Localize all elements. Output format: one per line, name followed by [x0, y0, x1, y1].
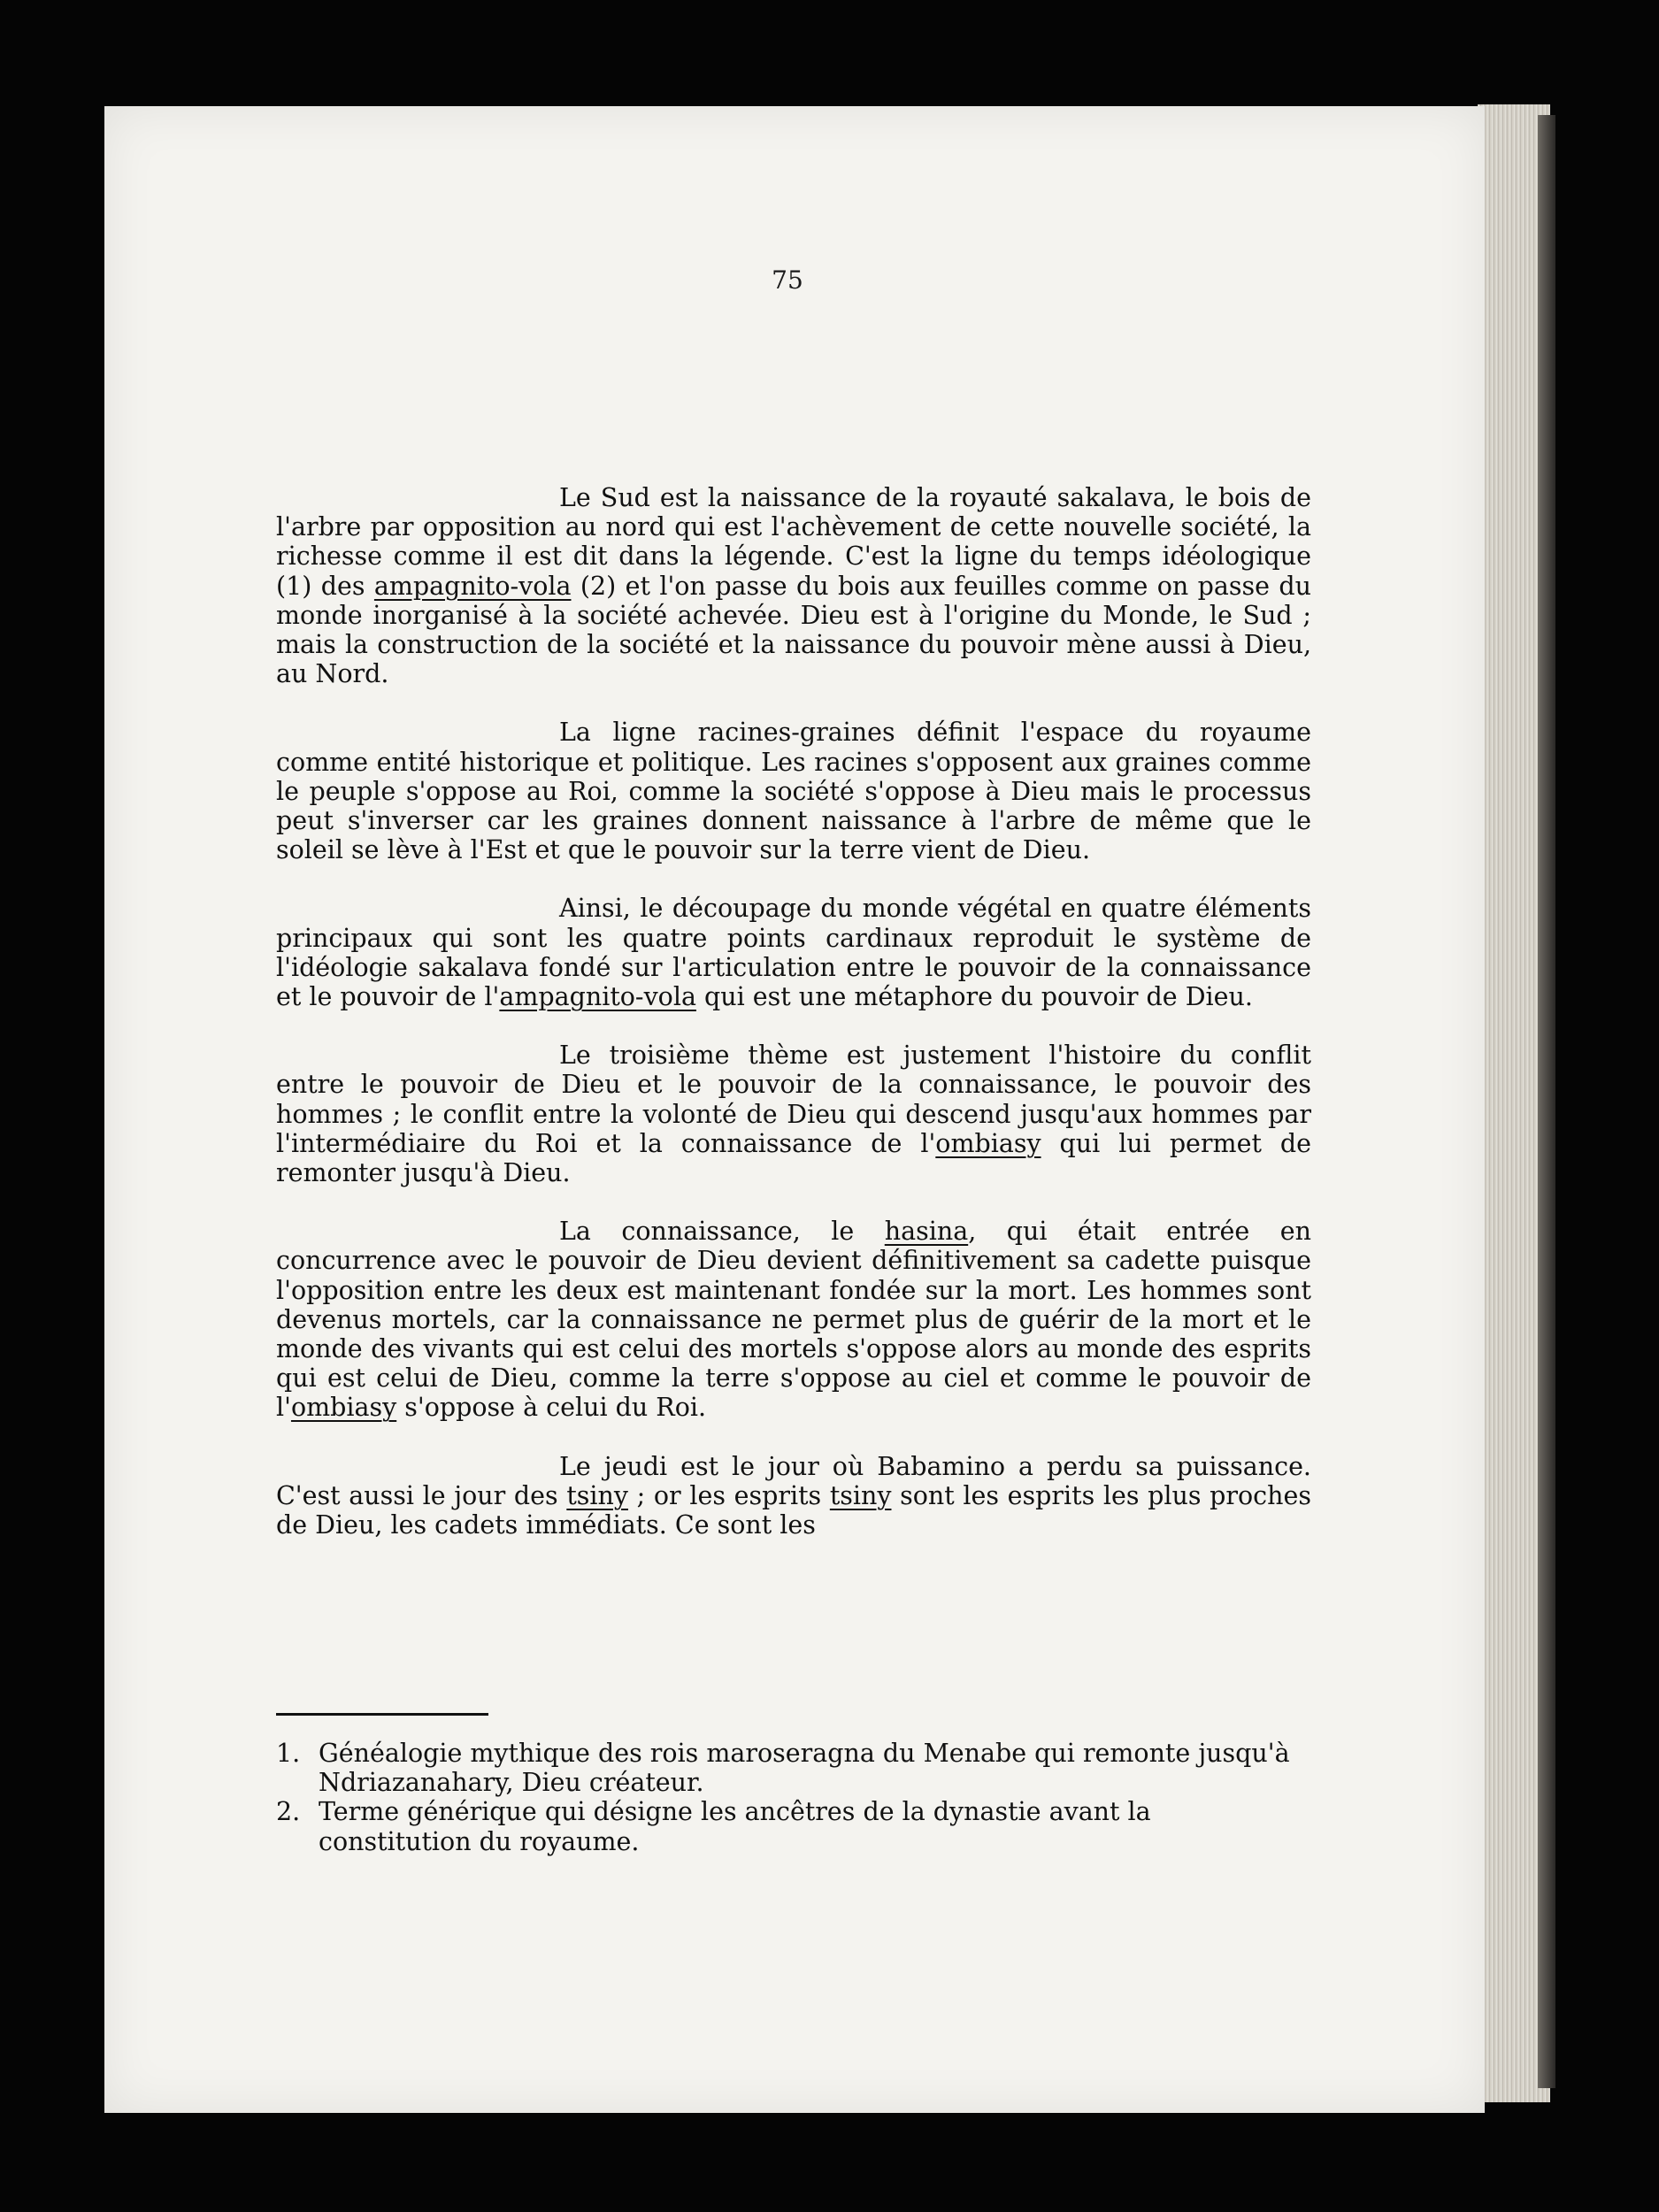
paragraph — [276, 894, 1311, 1011]
book-cover-edge — [1538, 115, 1555, 2088]
page-number: 75 — [772, 265, 803, 295]
text-run: Le troisième thème est justement l'histoire du conflit entre le pouvoir de Dieu et le pouvoir de la connaissance, le pouvoir des hommes ; le conflit entre la volonté de Dieu qui descend jusqu'aux hommes par l'intermédiaire du Roi et la connaissance de l' — [276, 1041, 1311, 1158]
footnote — [276, 1739, 1311, 1797]
paragraph — [276, 1041, 1311, 1187]
underlined-term: hasina — [884, 1217, 969, 1247]
text-run: (2) et l'on passe du bois aux feuilles comme on passe du monde inorganisé à la société achevée. Dieu est à l'origine du Monde, le Sud ; mais la construction de la société et la naissance du pouvoir mène aussi à Dieu, au Nord. — [276, 571, 1311, 689]
text-run: Le Sud est la naissance de la royauté sakalava, le bois de l'arbre par opposition au nord qui est l'achèvement de cette nouvelle société, la richesse comme il est dit dans la légende. C'est la ligne du temps idéologique (1) des — [276, 483, 1311, 601]
paragraph — [276, 718, 1311, 864]
paragraph — [276, 483, 1311, 688]
footnote — [276, 1797, 1311, 1855]
footnote-rule — [276, 1713, 488, 1716]
text-run: La ligne racines-graines définit l'espace du royaume comme entité historique et politique. Les racines s'opposent aux graines comme le peuple s'oppose au Roi, comme la société s'oppose à Dieu mais le processus peut s'inverser car les graines donnent naissance à l'arbre de même que le soleil se lève à l'Est et que le pouvoir sur la terre vient de Dieu. — [276, 718, 1311, 865]
body-text — [276, 483, 1311, 1569]
footnote-text: Terme générique qui désigne les ancêtres de la dynastie avant la constitution du royaume. — [319, 1797, 1151, 1856]
footnotes — [276, 1739, 1311, 1856]
text-run: qui lui permet de remonter jusqu'à Dieu. — [276, 1128, 1311, 1188]
text-run: Le jeudi est le jour où Babamino a perdu sa puissance. C'est aussi le jour des — [276, 1451, 1311, 1510]
underlined-term: ampagnito-vola — [499, 982, 696, 1012]
underlined-term: tsiny — [566, 1480, 628, 1510]
footnote-number: 1. — [276, 1739, 301, 1768]
text-run: s'oppose à celui du Roi. — [396, 1393, 707, 1423]
underlined-term: tsiny — [829, 1480, 892, 1510]
footnote-number: 2. — [276, 1797, 301, 1827]
text-run: sont les esprits les plus proches de Dieu, les cadets immédiats. Ce sont les — [276, 1480, 1311, 1540]
footnote-text: Généalogie mythique des rois maroseragna du Menabe qui remonte jusqu'à Ndriazanahary, Dieu créateur. — [319, 1739, 1290, 1798]
text-run: qui est une métaphore du pouvoir de Dieu. — [695, 982, 1253, 1012]
paragraph — [276, 1452, 1311, 1540]
text-run: ; or les esprits — [627, 1480, 830, 1510]
text-run: Ainsi, le découpage du monde végétal en quatre éléments principaux qui sont les quatre points cardinaux reproduit le système de l'idéologie sakalava fondé sur l'articulation entre le pouvoir de la connaissance et le pouvoir de l' — [276, 894, 1311, 1012]
underlined-term: ombiasy — [290, 1393, 397, 1423]
paragraph — [276, 1217, 1311, 1422]
underlined-term: ampagnito-vola — [373, 571, 572, 601]
text-run: , qui était entrée en concurrence avec le pouvoir de Dieu devient définitivement sa cadette puisque l'opposition entre les deux est maintenant fondée sur la mort. Les hommes sont devenus mortels, car la connaissance ne permet plus de guérir de la mort et le monde des vivants qui est celui des mortels s'oppose alors au monde des esprits qui est celui de Dieu, comme la terre s'oppose au ciel et comme le pouvoir de l' — [276, 1217, 1311, 1423]
underlined-term: ombiasy — [935, 1128, 1041, 1158]
text-run: La connaissance, le — [559, 1217, 885, 1247]
